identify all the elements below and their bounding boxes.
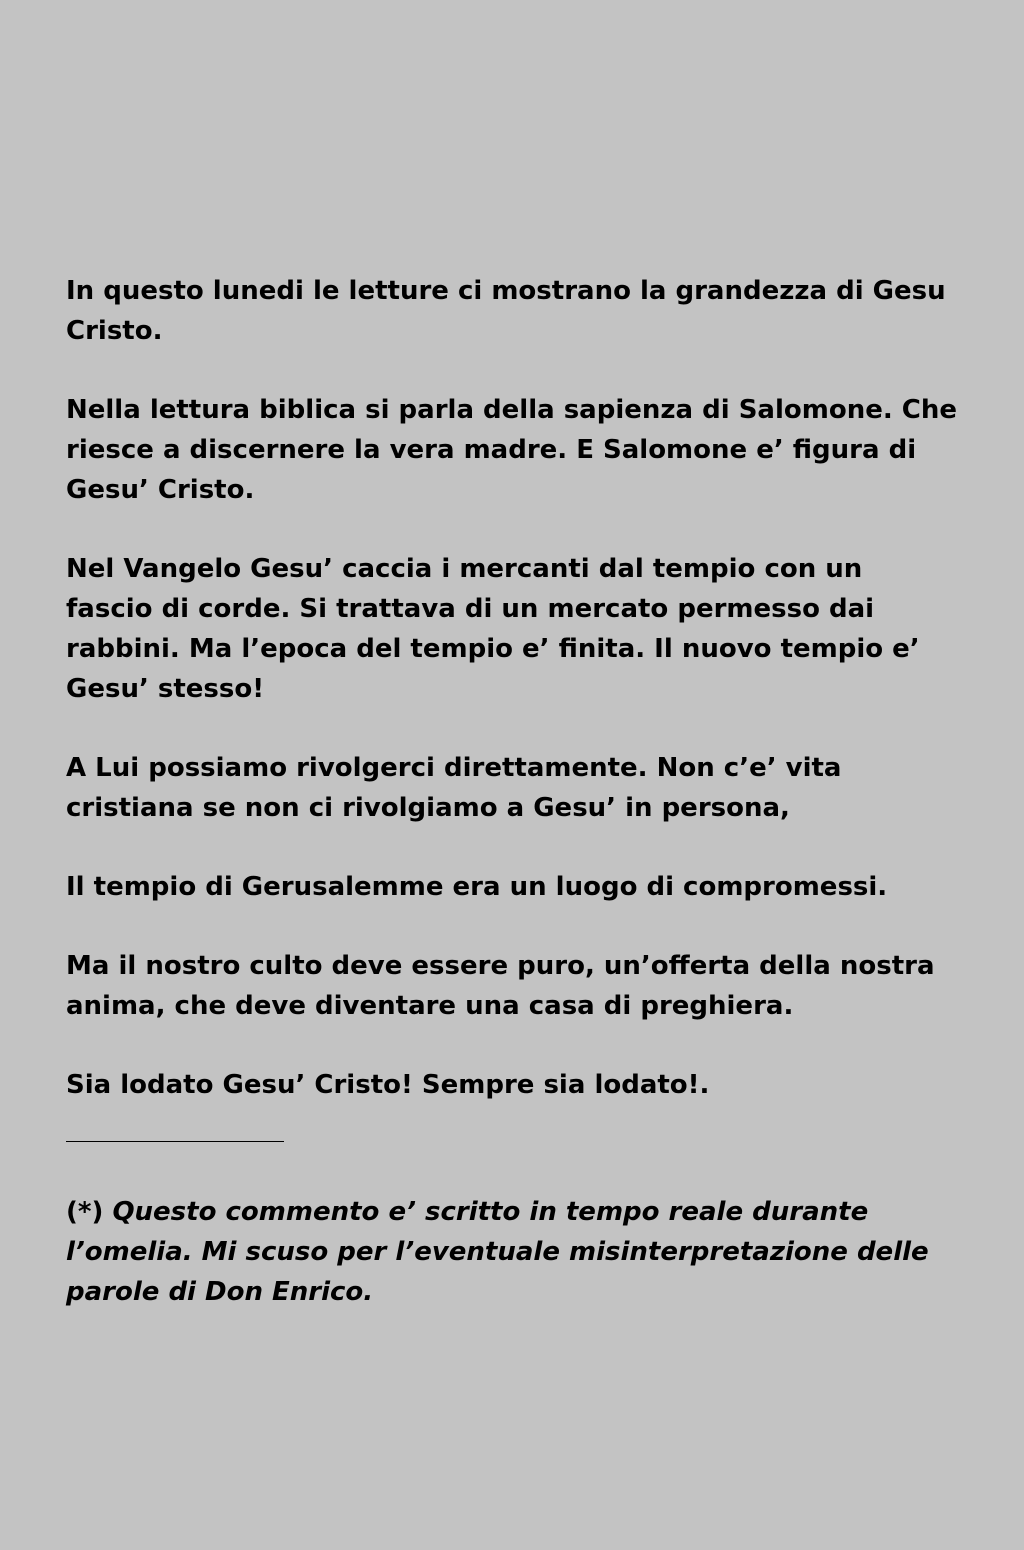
text-line: Cristo. bbox=[66, 316, 163, 346]
text-line: anima, che deve diventare una casa di preghiera. bbox=[66, 991, 794, 1021]
paragraph-5 bbox=[66, 867, 1011, 907]
footnote-divider bbox=[66, 1141, 284, 1142]
paragraph-7 bbox=[66, 1065, 1011, 1105]
text-line: A Lui possiamo rivolgerci direttamente. Non c’e’ vita bbox=[66, 753, 842, 783]
text-line: Gesu’ Cristo. bbox=[66, 475, 255, 505]
text-line: rabbini. Ma l’epoca del tempio e’ finita. Il nuovo tempio e’ bbox=[66, 634, 920, 664]
text-line: Ma il nostro culto deve essere puro, un’offerta della nostra bbox=[66, 951, 935, 981]
text-line: cristiana se non ci rivolgiamo a Gesu’ in persona, bbox=[66, 793, 790, 823]
text-line: Sia lodato Gesu’ Cristo! Sempre sia lodato!. bbox=[66, 1070, 710, 1100]
footnote bbox=[66, 1192, 1011, 1312]
footnote-text: Questo commento e’ scritto in tempo reale durante bbox=[112, 1197, 869, 1227]
footnote-marker: (*) bbox=[66, 1197, 104, 1227]
text-line: fascio di corde. Si trattava di un mercato permesso dai bbox=[66, 594, 875, 624]
paragraph-4 bbox=[66, 748, 1011, 828]
text-line: Nel Vangelo Gesu’ caccia i mercanti dal tempio con un bbox=[66, 554, 863, 584]
text-line: Gesu’ stesso! bbox=[66, 674, 265, 704]
paragraph-3 bbox=[66, 549, 1011, 709]
text-line: In questo lunedi le letture ci mostrano la grandezza di Gesu bbox=[66, 276, 946, 306]
text-line: Il tempio di Gerusalemme era un luogo di compromessi. bbox=[66, 872, 888, 902]
text-line: Nella lettura biblica si parla della sapienza di Salomone. Che bbox=[66, 395, 957, 425]
paragraph-6 bbox=[66, 946, 1011, 1026]
footnote-text: parole di Don Enrico. bbox=[66, 1277, 374, 1307]
footnote-line bbox=[66, 1192, 1011, 1232]
text-line: riesce a discernere la vera madre. E Salomone e’ figura di bbox=[66, 435, 917, 465]
paragraph-1 bbox=[66, 271, 1011, 351]
paragraph-2 bbox=[66, 390, 1011, 510]
document-body bbox=[66, 271, 1011, 1312]
footnote-text: l’omelia. Mi scuso per l’eventuale misinterpretazione delle bbox=[66, 1237, 929, 1267]
